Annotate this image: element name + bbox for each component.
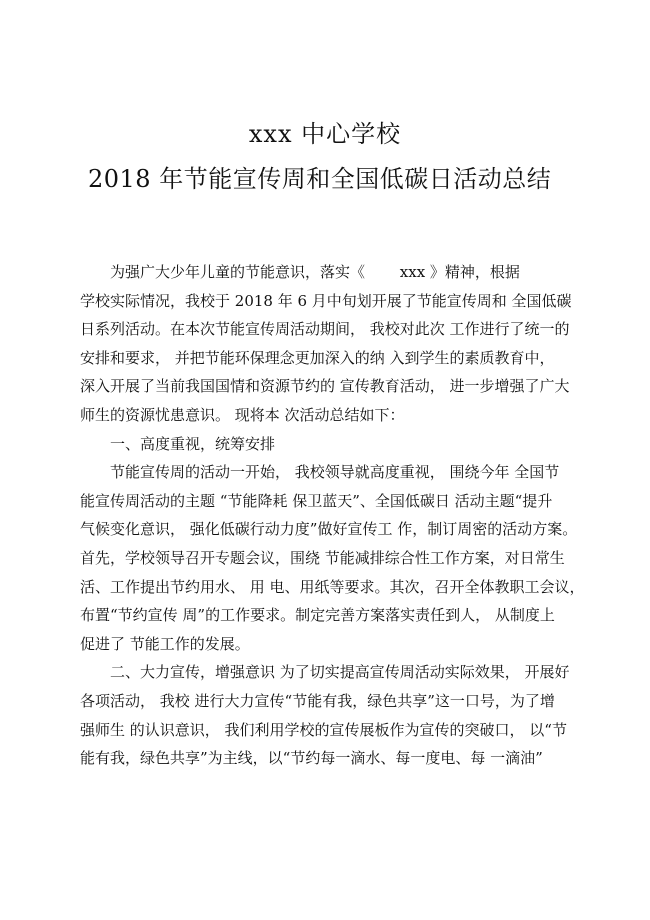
text-line: 气候变化意识， 强化低碳行动力度”做好宣传工 作，制订周密的活动方案。 [80, 520, 578, 539]
text-line: 强师生 的认识意识， 我们利用学校的宣传展板作为宣传的突破口， 以“节 [80, 720, 567, 739]
text-line: 活、工作提出节约用水、 用 电、用纸等要求。其次，召开全体教职工会议， [80, 577, 585, 596]
text-line: 一、高度重视，统筹安排 [110, 434, 276, 453]
paragraph-intro [80, 258, 576, 430]
text-line: 能宣传周活动的主题 “节能降耗 保卫蓝天”、全国低碳日 活动主题“提升 [80, 491, 553, 510]
text-line: 各项活动， 我校 进行大力宣传“节能有我，绿色共享”这一口号，为了增 [80, 691, 555, 710]
text-line: 首先，学校领导召开专题会议，围绕 节能减排综合性工作方案，对日常生 [80, 548, 565, 567]
text-line: 安排和要求， 并把节能环保理念更加深入的纳 入到学生的素质教育中， [80, 348, 555, 367]
document-title-school: xxx 中心学校 [248, 120, 402, 148]
text-line: 布置“节约宣传 周”的工作要求。制定完善方案落实责任到人， 从制度上 [80, 606, 555, 625]
text-line: 能有我，绿色共享”为主线，以“节约每一滴水、每一度电、每 一滴油” [80, 749, 543, 768]
text-line: 深入开展了当前我国国情和资源节约的 宣传教育活动， 进一步增强了广大 [80, 377, 570, 396]
paragraph-section-1 [80, 458, 585, 658]
section-heading-1 [80, 430, 576, 459]
document-title-event: 2018 年节能宣传周和全国低碳日活动总结 [88, 165, 552, 193]
paragraph-section-2 [80, 658, 576, 772]
text-line: 二、大力宣传，增强意识 为了切实提高宣传周活动实际效果， 开展好 [110, 663, 570, 682]
text-line: 学校实际情况，我校于 2018 年 6 月中旬划开展了节能宣传周和 全国低碳 [80, 291, 572, 310]
text-line: 节能宣传周的活动一开始， 我校领导就高度重视， 围绕今年 全国节 [110, 463, 560, 482]
text-line: 日系列活动。在本次节能宣传周活动期间， 我校对此次 工作进行了统一的 [80, 320, 570, 339]
text-line: 促进了 节能工作的发展。 [80, 634, 250, 653]
text-line: 为强广大少年儿童的节能意识，落实《 xxx 》精神，根据 [110, 263, 520, 281]
document-body [80, 258, 585, 773]
text-line: 师生的资源忧患意识。 现将本 次活动总结如下： [80, 405, 405, 424]
